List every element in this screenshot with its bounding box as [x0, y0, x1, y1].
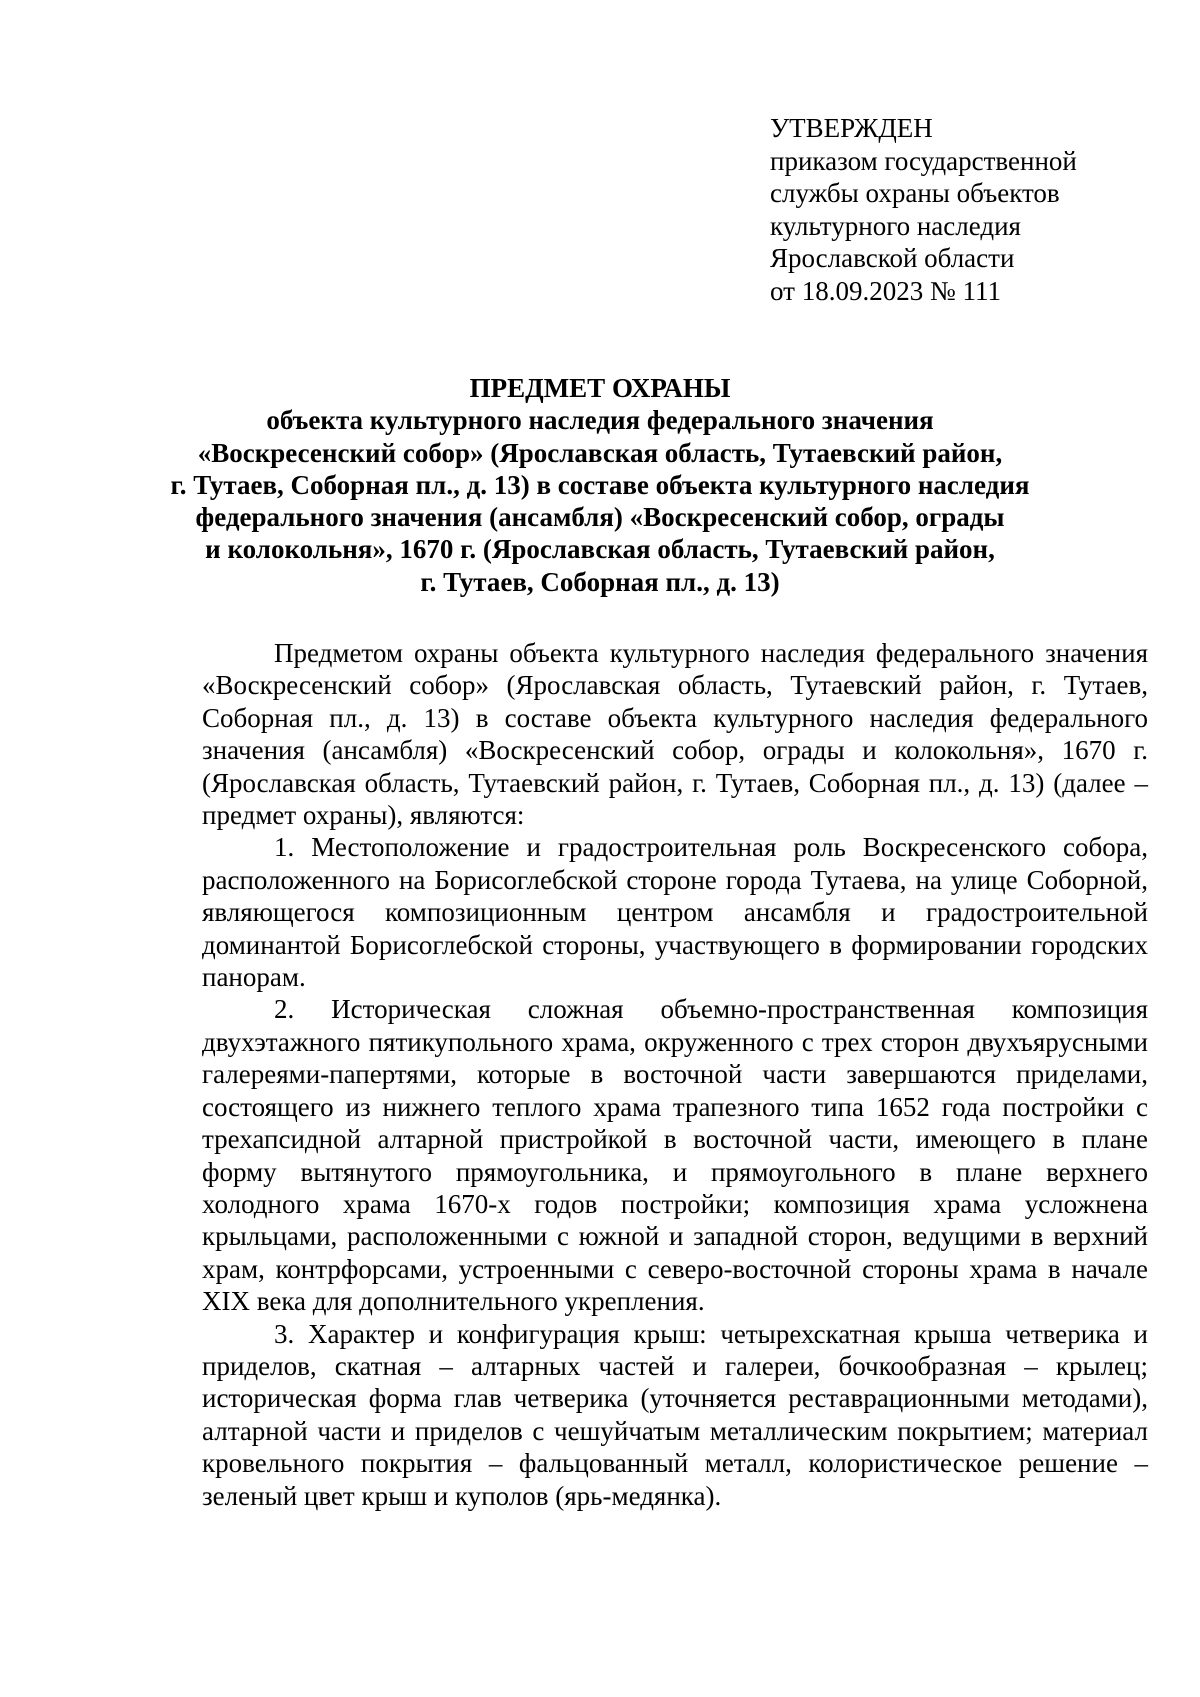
title-line: г. Тутаев, Соборная пл., д. 13) в составе объекта культурного наследия [170, 469, 1030, 500]
title-line: федерального значения (ансамбля) «Воскресенский собор, ограды [195, 502, 1005, 533]
title-line: г. Тутаев, Соборная пл., д. 13) [420, 566, 780, 597]
item-paragraph: 1. Местоположение и градостроительная роль Воскресенского собора, расположенного на Борисоглебской стороне города Тутаева, на улице Соборной, являющегося композиционным центром ансамбля и градостроительной доминантой Борисоглебской стороны, участвующего в формировании городских панорам. [202, 832, 1148, 993]
title-line: и колокольня», 1670 г. (Ярославская область, Тутаевский район, [205, 534, 995, 565]
approval-line: приказом государственной [770, 145, 1077, 176]
approval-line: УТВЕРЖДЕН [770, 113, 933, 143]
title-line: объекта культурного наследия федерального значения [266, 405, 934, 436]
title-heading: ПРЕДМЕТ ОХРАНЫ [469, 373, 731, 403]
approval-stamp [770, 112, 1130, 307]
title-line: «Воскресенский собор» (Ярославская область, Тутаевский район, [197, 437, 1003, 468]
item-paragraph: 3. Характер и конфигурация крыш: четырехскатная крыша четверика и приделов, скатная – алтарных частей и галереи, бочкообразная – крылец; историческая форма глав четверика (уточняется реставрационными методами), алтарной части и приделов с чешуйчатым металлическим покрытием; материал кровельного покрытия – фальцованный металл, колористическое решение – зеленый цвет крыш и куполов (ярь-медянка). [202, 1318, 1148, 1511]
intro-paragraph: Предметом охраны объекта культурного наследия федерального значения «Воскресенский собор» (Ярославская область, Тутаевский район, г. Тутаев, Соборная пл., д. 13) в составе объекта культурного наследия федерального значения (ансамбля) «Воскресенский собор, ограды и колокольня», 1670 г. (Ярославская область, Тутаевский район, г. Тутаев, Соборная пл., д. 13) (далее – предмет охраны), являются: [202, 638, 1148, 831]
document-title [150, 372, 1050, 598]
approval-line: от 18.09.2023 № 111 [770, 275, 1001, 306]
item-paragraph: 2. Историческая сложная объемно-пространственная композиция двухэтажного пятикупольного храма, окруженного с трех сторон двухъярусными галереями-папертями, которые в восточной части завершаются приделами, состоящего из нижнего теплого храма трапезного типа 1652 года постройки с трехапсидной алтарной пристройкой в восточной части, имеющего в плане форму вытянутого прямоугольника, и прямоугольного в плане верхнего холодного храма 1670-х годов постройки; композиция храма усложнена крыльцами, расположенными с южной и западной сторон, ведущими в верхний храм, контрфорсами, устроенными с северо-восточной стороны храма в начале XIX века для дополнительного укрепления. [202, 994, 1148, 1317]
approval-line: Ярославской области [770, 243, 1015, 273]
document-body [202, 637, 1148, 1512]
approval-line: службы охраны объектов [770, 178, 1060, 208]
approval-line: культурного наследия [770, 210, 1021, 241]
